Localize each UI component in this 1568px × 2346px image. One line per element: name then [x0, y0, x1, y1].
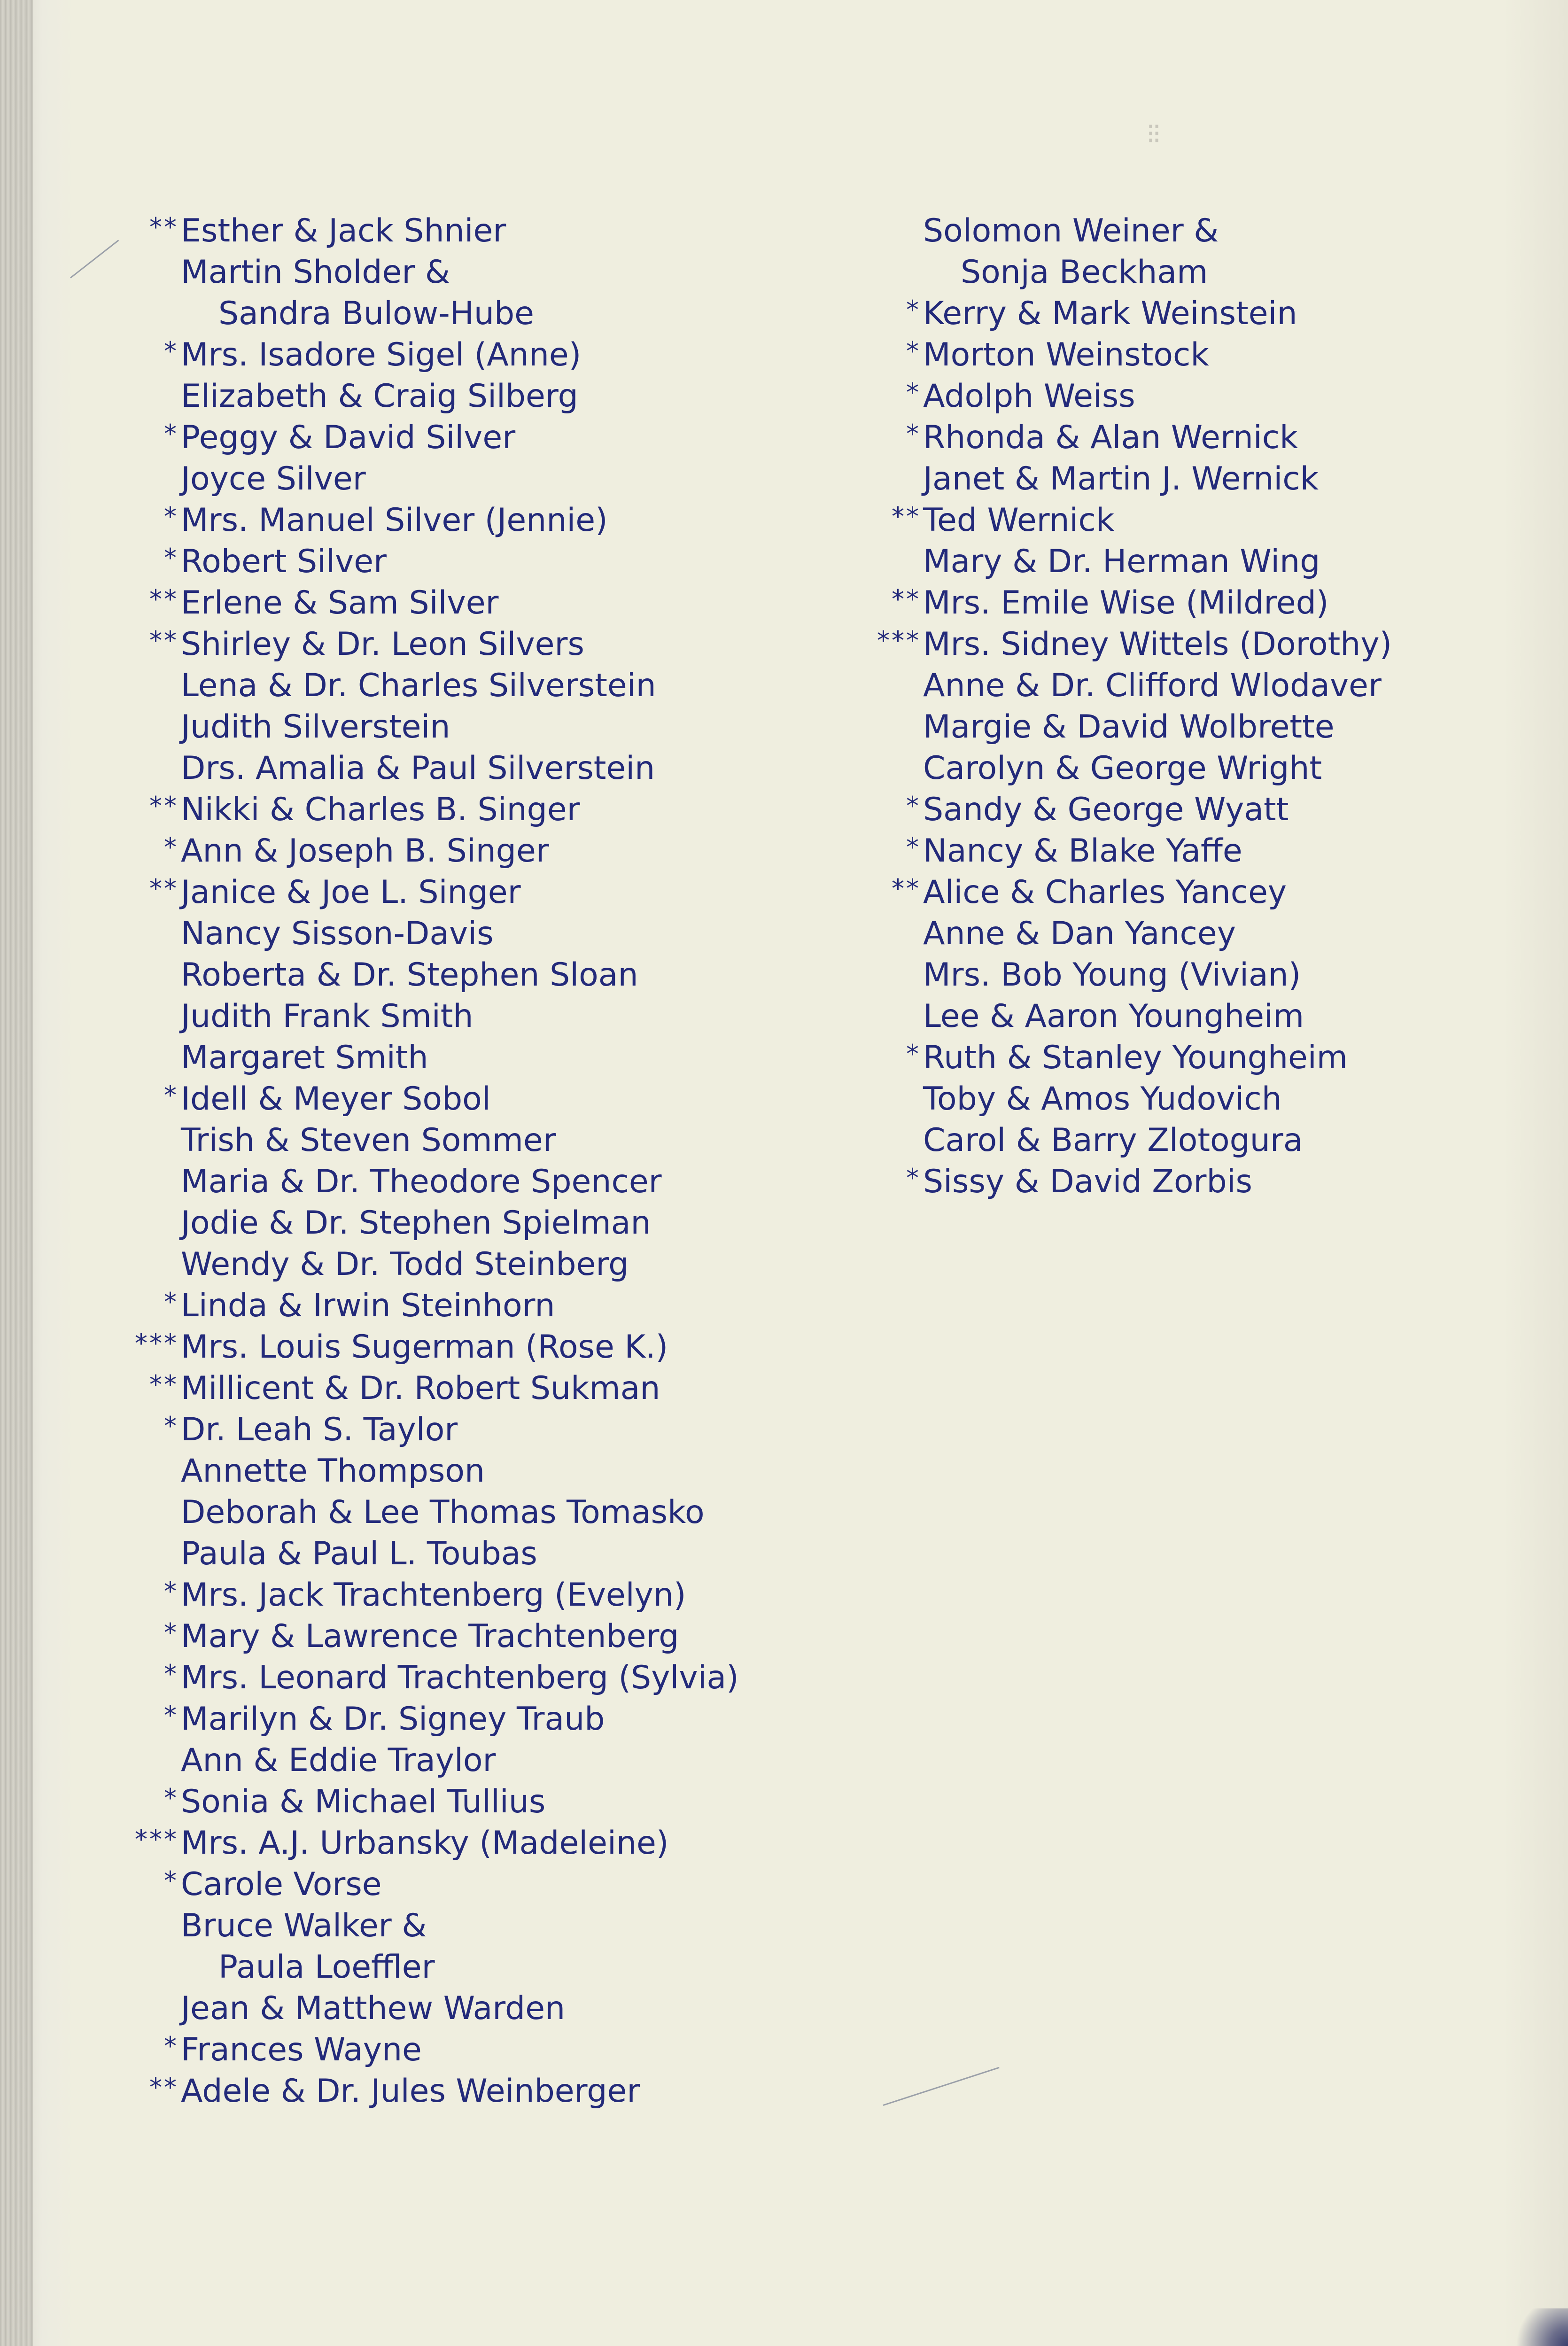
- donor-name: Annette Thompson: [181, 1453, 485, 1490]
- donor-name: Kerry & Mark Weinstein: [923, 295, 1297, 332]
- donor-entry: [117, 707, 822, 748]
- donor-name: Mrs. Isadore Sigel (Anne): [181, 336, 582, 373]
- donor-entry: [117, 1451, 822, 1492]
- donor-entry: [117, 1905, 822, 1947]
- donor-entry: [117, 872, 822, 913]
- donor-level-stars: *: [906, 378, 921, 407]
- donor-level-stars: *: [906, 419, 921, 449]
- donor-name: Nikki & Charles B. Singer: [181, 791, 580, 828]
- donor-level-stars: **: [892, 502, 921, 531]
- donor-entry: [117, 1244, 822, 1285]
- donor-entry: [117, 1037, 822, 1079]
- donor-name: Nancy Sisson-Davis: [181, 915, 494, 952]
- donor-name: Drs. Amalia & Paul Silverstein: [181, 750, 655, 787]
- donor-name: Nancy & Blake Yaffe: [923, 832, 1242, 870]
- donor-name: Roberta & Dr. Stephen Sloan: [181, 956, 638, 994]
- donor-name: Mrs. Leonard Trachtenberg (Sylvia): [181, 1659, 739, 1696]
- donor-level-stars: *: [164, 1866, 179, 1895]
- donor-entry: [117, 1699, 822, 1740]
- donor-level-stars: *: [164, 1618, 179, 1647]
- donor-level-stars: *: [906, 1163, 921, 1193]
- donor-name: Sandy & George Wyatt: [923, 791, 1289, 828]
- donor-name: Sandra Bulow-Hube: [218, 295, 534, 332]
- donor-level-stars: **: [149, 791, 179, 821]
- donor-level-stars: *: [164, 2031, 179, 2061]
- donor-name: Lena & Dr. Charles Silverstein: [181, 667, 656, 704]
- donor-entry: [117, 955, 822, 996]
- donor-name: Ted Wernick: [923, 502, 1115, 539]
- donor-entry: [117, 1120, 822, 1161]
- donor-entry: [117, 1368, 822, 1409]
- donor-level-stars: ***: [877, 626, 921, 655]
- donor-entry: [117, 1947, 822, 1988]
- donor-name: Judith Frank Smith: [181, 998, 474, 1035]
- donor-entry: [117, 996, 822, 1037]
- donor-entry: [860, 293, 1564, 334]
- donor-entry: [860, 458, 1564, 500]
- donor-entry: [117, 1657, 822, 1699]
- donor-entry: [117, 748, 822, 789]
- donor-name: Frances Wayne: [181, 2031, 422, 2068]
- donor-entry: [860, 831, 1564, 872]
- donor-name: Solomon Weiner &: [923, 212, 1219, 249]
- donor-name: Alice & Charles Yancey: [923, 874, 1287, 911]
- donor-entry: [117, 1823, 822, 1864]
- donor-level-stars: *: [906, 295, 921, 325]
- donor-entry: [860, 955, 1564, 996]
- donor-name: Carol & Barry Zlotogura: [923, 1122, 1303, 1159]
- donor-entry: [860, 252, 1564, 293]
- donor-name: Esther & Jack Shnier: [181, 212, 506, 249]
- donor-entry: [117, 1285, 822, 1327]
- donor-entry: [117, 583, 822, 624]
- donor-name: Adele & Dr. Jules Weinberger: [181, 2073, 640, 2110]
- donor-name: Marilyn & Dr. Signey Traub: [181, 1701, 605, 1738]
- donor-entry: [860, 872, 1564, 913]
- donor-entry: [117, 1203, 822, 1244]
- donor-entry: [117, 1492, 822, 1533]
- corner-stain: [1512, 2308, 1568, 2346]
- donor-level-stars: **: [149, 874, 179, 903]
- donor-entry: [117, 624, 822, 665]
- donor-name: Bruce Walker &: [181, 1907, 427, 1944]
- donor-level-stars: **: [149, 584, 179, 614]
- right-name-column: [860, 210, 1564, 1203]
- donor-name: Mrs. Sidney Wittels (Dorothy): [923, 626, 1392, 663]
- donor-entry: [117, 252, 822, 293]
- donor-name: Margie & David Wolbrette: [923, 708, 1335, 746]
- donor-entry: [860, 624, 1564, 665]
- donor-entry: [860, 583, 1564, 624]
- donor-name: Ruth & Stanley Youngheim: [923, 1039, 1348, 1076]
- donor-name: Ann & Joseph B. Singer: [181, 832, 549, 870]
- donor-name: Sonja Beckham: [961, 254, 1208, 291]
- donor-name: Peggy & David Silver: [181, 419, 516, 456]
- donor-name: Mrs. Emile Wise (Mildred): [923, 584, 1329, 621]
- donor-name: Rhonda & Alan Wernick: [923, 419, 1298, 456]
- donor-entry: [860, 417, 1564, 458]
- donor-entry: [117, 1988, 822, 2029]
- donor-entry: [117, 2071, 822, 2112]
- donor-entry: [117, 417, 822, 458]
- donor-name: Janice & Joe L. Singer: [181, 874, 521, 911]
- donor-level-stars: *: [164, 336, 179, 366]
- donor-entry: [117, 1079, 822, 1120]
- donor-name: Anne & Dr. Clifford Wlodaver: [923, 667, 1382, 704]
- donor-entry: [860, 665, 1564, 707]
- donor-entry: [117, 789, 822, 831]
- pen-mark: [70, 240, 119, 278]
- donor-level-stars: *: [164, 1287, 179, 1317]
- donor-name: Dr. Leah S. Taylor: [181, 1411, 458, 1448]
- donor-entry: [117, 334, 822, 376]
- donor-level-stars: *: [164, 1783, 179, 1813]
- donor-level-stars: *: [906, 336, 921, 366]
- donor-level-stars: **: [892, 584, 921, 614]
- donor-name: Margaret Smith: [181, 1039, 428, 1076]
- donor-level-stars: *: [906, 832, 921, 862]
- donor-entry: [117, 1327, 822, 1368]
- donor-entry: [860, 996, 1564, 1037]
- donor-name: Mrs. Jack Trachtenberg (Evelyn): [181, 1577, 686, 1614]
- donor-entry: [117, 665, 822, 707]
- donor-name: Shirley & Dr. Leon Silvers: [181, 626, 584, 663]
- donor-entry: [860, 748, 1564, 789]
- donor-entry: [860, 500, 1564, 541]
- donor-level-stars: *: [906, 1039, 921, 1069]
- donor-entry: [117, 2029, 822, 2071]
- donor-name: Lee & Aaron Youngheim: [923, 998, 1304, 1035]
- donor-name: Robert Silver: [181, 543, 387, 580]
- donor-entry: [117, 458, 822, 500]
- donor-name: Adolph Weiss: [923, 378, 1135, 415]
- donor-level-stars: *: [164, 543, 179, 573]
- donor-name: Martin Sholder &: [181, 254, 450, 291]
- donor-name: Mrs. Louis Sugerman (Rose K.): [181, 1328, 668, 1366]
- donor-entry: [860, 210, 1564, 252]
- donor-name: Carolyn & George Wright: [923, 750, 1322, 787]
- donor-name: Paula Loeffler: [218, 1949, 435, 1986]
- donor-level-stars: *: [164, 1701, 179, 1730]
- donor-name: Maria & Dr. Theodore Spencer: [181, 1163, 662, 1200]
- donor-name: Mrs. Bob Young (Vivian): [923, 956, 1301, 994]
- donor-level-stars: **: [149, 1370, 179, 1399]
- donor-level-stars: *: [164, 1659, 179, 1689]
- pen-mark: [883, 2067, 1000, 2106]
- donor-entry: [117, 1533, 822, 1575]
- donor-entry: [117, 1409, 822, 1451]
- donor-entry: [860, 913, 1564, 955]
- donor-name: Judith Silverstein: [181, 708, 450, 746]
- donor-entry: [117, 293, 822, 334]
- donor-entry: [117, 831, 822, 872]
- donor-level-stars: **: [892, 874, 921, 903]
- donor-entry: [117, 1781, 822, 1823]
- donor-entry: [117, 1575, 822, 1616]
- donor-entry: [117, 376, 822, 417]
- donor-entry: [117, 1740, 822, 1781]
- staple-mark: ⁝⁝: [1146, 117, 1159, 150]
- donor-name: Trish & Steven Sommer: [181, 1122, 556, 1159]
- donor-name: Idell & Meyer Sobol: [181, 1080, 491, 1118]
- donor-entry: [117, 913, 822, 955]
- donor-level-stars: ***: [135, 1328, 179, 1358]
- donor-name: Mary & Lawrence Trachtenberg: [181, 1618, 679, 1655]
- donor-name: Mary & Dr. Herman Wing: [923, 543, 1320, 580]
- donor-level-stars: *: [164, 1577, 179, 1606]
- donor-name: Janet & Martin J. Wernick: [923, 460, 1319, 497]
- donor-name: Wendy & Dr. Todd Steinberg: [181, 1246, 629, 1283]
- donor-name: Anne & Dan Yancey: [923, 915, 1236, 952]
- donor-name: Joyce Silver: [181, 460, 366, 497]
- donor-entry: [860, 376, 1564, 417]
- left-name-column: [117, 210, 822, 2112]
- donor-entry: [860, 541, 1564, 583]
- donor-name: Jean & Matthew Warden: [181, 1990, 566, 2027]
- donor-name: Carole Vorse: [181, 1866, 382, 1903]
- donor-entry: [117, 500, 822, 541]
- donor-entry: [117, 1864, 822, 1905]
- donor-level-stars: *: [164, 1080, 179, 1110]
- donor-name: Mrs. Manuel Silver (Jennie): [181, 502, 608, 539]
- donor-level-stars: ***: [135, 1825, 179, 1854]
- donor-entry: [860, 789, 1564, 831]
- donor-name: Jodie & Dr. Stephen Spielman: [181, 1204, 651, 1242]
- donor-entry: [860, 1079, 1564, 1120]
- donor-name: Paula & Paul L. Toubas: [181, 1535, 537, 1572]
- donor-name: Linda & Irwin Steinhorn: [181, 1287, 555, 1324]
- donor-entry: [117, 1161, 822, 1203]
- donor-name: Sissy & David Zorbis: [923, 1163, 1252, 1200]
- donor-entry: [860, 707, 1564, 748]
- donor-entry: [860, 1120, 1564, 1161]
- donor-entry: [860, 1161, 1564, 1203]
- donor-name: Mrs. A.J. Urbansky (Madeleine): [181, 1825, 669, 1862]
- donor-level-stars: **: [149, 212, 179, 242]
- donor-name: Elizabeth & Craig Silberg: [181, 378, 578, 415]
- donor-name: Millicent & Dr. Robert Sukman: [181, 1370, 660, 1407]
- donor-entry: [860, 1037, 1564, 1079]
- donor-entry: [117, 1616, 822, 1657]
- donor-name: Sonia & Michael Tullius: [181, 1783, 546, 1820]
- donor-level-stars: **: [149, 2073, 179, 2102]
- donor-name: Deborah & Lee Thomas Tomasko: [181, 1494, 705, 1531]
- donor-name: Morton Weinstock: [923, 336, 1209, 373]
- donor-level-stars: *: [164, 419, 179, 449]
- donor-level-stars: **: [149, 626, 179, 655]
- donor-name: Ann & Eddie Traylor: [181, 1742, 496, 1779]
- donor-name: Toby & Amos Yudovich: [923, 1080, 1282, 1118]
- page-binding-edge: [0, 0, 33, 2346]
- donor-level-stars: *: [164, 832, 179, 862]
- donor-entry: [117, 541, 822, 583]
- donor-level-stars: *: [164, 502, 179, 531]
- donor-level-stars: *: [164, 1411, 179, 1441]
- donor-level-stars: *: [906, 791, 921, 821]
- donor-name: Erlene & Sam Silver: [181, 584, 499, 621]
- donor-entry: [117, 210, 822, 252]
- donor-entry: [860, 334, 1564, 376]
